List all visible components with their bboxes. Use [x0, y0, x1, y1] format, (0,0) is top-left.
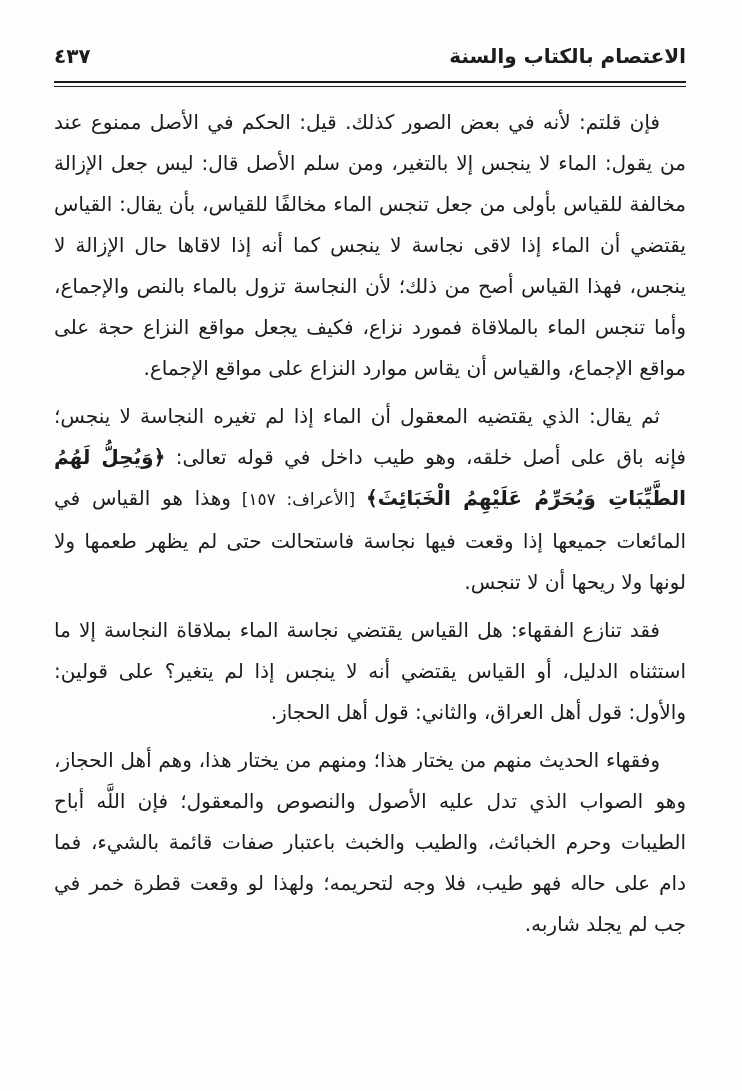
paragraph: [54, 740, 686, 945]
paragraph-text: فقد تنازع الفقهاء: هل القياس يقتضي نجاسة الماء بملاقاة النجاسة إلا ما استثناه الدليل، أو القياس يقتضي أنه لا ينجس إذا لم يتغير؟ على قولين: والأول: قول أهل العراق، والثاني: قول أهل الحجاز.: [54, 618, 686, 724]
paragraph: [54, 102, 686, 389]
paragraph: [54, 396, 686, 603]
page-number: ٤٣٧: [54, 44, 91, 68]
book-title: الاعتصام بالكتاب والسنة: [449, 44, 686, 68]
paragraph-text: ثم يقال: الذي يقتضيه المعقول أن الماء إذا لم تغيره النجاسة لا ينجس؛ فإنه باق على أصل خلقه، وهو طيب داخل في قوله تعالى:: [54, 404, 686, 469]
paragraph-text: فإن قلتم: لأنه في بعض الصور كذلك. قيل: الحكم في الأصل ممنوع عند من يقول: الماء لا ينجس إلا بالتغير، ومن سلم الأصل قال: ليس جعل الإزالة مخالفة للقياس بأولى من جعل تنجس الماء مخالفًا للقياس، بأن يقال: القياس يقتضي أن الماء إذا لاقى نجاسة لا ينجس كما أنه إذا لاقاها حال الإزالة لا ينجس، فهذا القياس أصح من ذلك؛ لأن النجاسة تزول بالماء بالنص والإجماع، وأما تنجس الماء بالملاقاة فمورد نزاع، فكيف يجعل مواقع النزاع حجة على مواقع الإجماع، والقياس أن يقاس موارد النزاع على مواقع الإجماع.: [54, 110, 686, 380]
quran-verse: ﴿وَيُحِلُّ لَهُمُ الطَّيِّبَاتِ وَيُحَرِّمُ عَلَيْهِمُ الْخَبَائِثَ﴾: [54, 445, 686, 510]
paragraph-text: وفقهاء الحديث منهم من يختار هذا؛ ومنهم من يختار هذا، وهم أهل الحجاز، وهو الصواب الذي تدل عليه الأصول والنصوص والمعقول؛ فإن اللَّه أباح الطيبات وحرم الخبائث، والطيب والخبث باعتبار صفات قائمة بالشيء، فما دام على حاله فهو طيب، فلا وجه لتحريمه؛ ولهذا لو وقعت قطرة خمر في جب لم يجلد شاربه.: [54, 748, 686, 936]
verse-citation: [الأعراف: ١٥٧]: [230, 490, 366, 510]
page-header: [54, 0, 686, 70]
paragraph-text: وهذا هو القياس في المائعات جميعها إذا وقعت فيها نجاسة فاستحالت حتى لم يظهر طعمها ولا لونها ولا ريحها أن لا تنجس.: [54, 486, 686, 594]
paragraph: [54, 610, 686, 733]
page-body: [54, 102, 686, 945]
header-divider: [54, 81, 686, 87]
